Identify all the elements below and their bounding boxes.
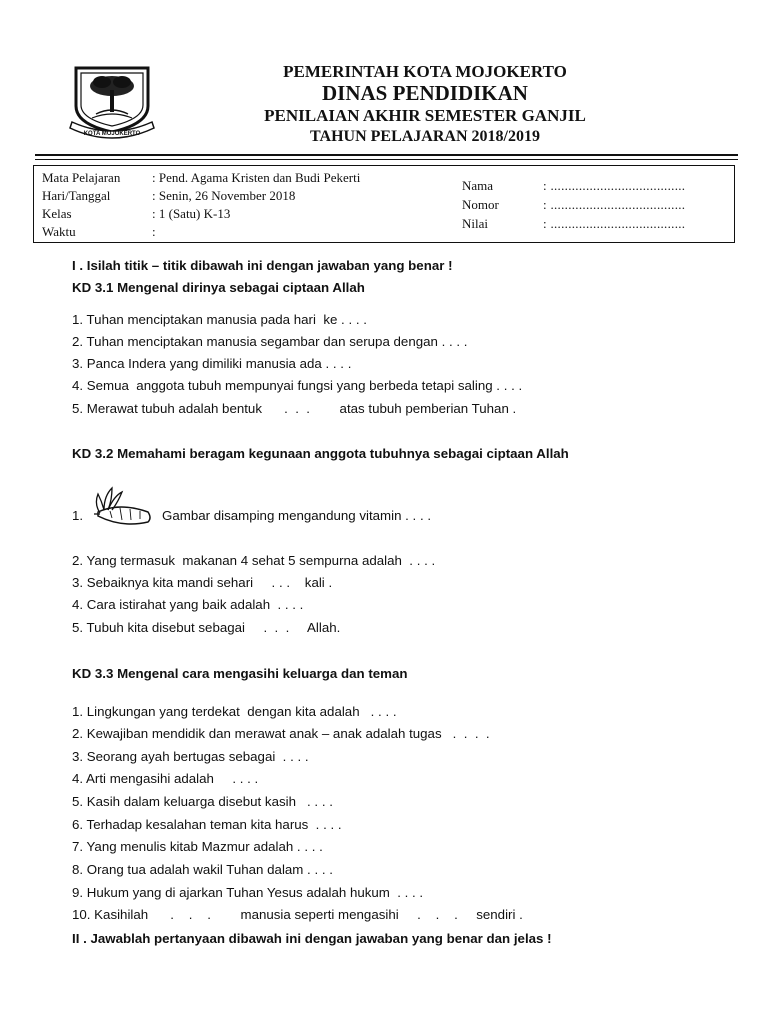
kota-mojokerto-logo <box>66 62 158 140</box>
kd33-question-2: 2. Kewajiban mendidik dan merawat anak – anak adalah tugas . . . . <box>72 726 490 741</box>
header-rule-thick <box>35 154 738 156</box>
kd31-question-1: 1. Tuhan menciptakan manusia pada hari ke . . . . <box>72 312 367 327</box>
header-line-1: PEMERINTAH KOTA MOJOKERTO <box>283 62 567 81</box>
kd-3-2-title: KD 3.2 Memahami beragam kegunaan anggota tubuhnya sebagai ciptaan Allah <box>72 446 569 461</box>
kd32-question-1-text: Gambar disamping mengandung vitamin . . . . <box>162 508 432 523</box>
kd33-question-9: 9. Hukum yang di ajarkan Tuhan Yesus adalah hukum . . . . <box>72 885 424 900</box>
kd-3-3-title: KD 3.3 Mengenal cara mengasihi keluarga dan teman <box>72 666 408 681</box>
kd31-question-5: 5. Merawat tubuh adalah bentuk . . . atas tubuh pemberian Tuhan . <box>72 401 517 416</box>
section-2-heading: II . Jawablah pertanyaan dibawah ini dengan jawaban yang benar dan jelas ! <box>72 931 552 946</box>
header-line-3: PENILAIAN AKHIR SEMESTER GANJIL <box>264 106 586 125</box>
kd33-question-4: 4. Arti mengasihi adalah . . . . <box>72 771 259 786</box>
kd32-question-5: 5. Tubuh kita disebut sebagai . . . Allah. <box>72 620 341 635</box>
kd-3-1-title: KD 3.1 Mengenal dirinya sebagai ciptaan Allah <box>72 280 365 295</box>
carrot-icon <box>90 486 158 532</box>
kd32-question-2: 2. Yang termasuk makanan 4 sehat 5 sempurna adalah . . . . <box>72 553 436 568</box>
kd31-question-2: 2. Tuhan menciptakan manusia segambar dan serupa dengan . . . . <box>72 334 468 349</box>
kd32-question-3: 3. Sebaiknya kita mandi sehari . . . kali . <box>72 575 333 590</box>
header-rule-thin <box>35 159 738 160</box>
kd33-question-6: 6. Terhadap kesalahan teman kita harus . . . . <box>72 817 342 832</box>
exam-info-box: Mata Pelajaran : Pend. Agama Kristen dan Budi Pekerti Hari/Tanggal : Senin, 26 November 2018 Kelas : 1 (Satu) K-13 Waktu : Nama : ...................................... Nomor : ...................................... Nilai : ...................................... <box>33 165 735 243</box>
kd33-question-7: 7. Yang menulis kitab Mazmur adalah . . . . <box>72 839 323 854</box>
section-1-heading: I . Isilah titik – titik dibawah ini dengan jawaban yang benar ! <box>72 258 453 273</box>
kd31-question-3: 3. Panca Indera yang dimiliki manusia ada . . . . <box>72 356 352 371</box>
header-line-4: TAHUN PELAJARAN 2018/2019 <box>310 128 540 145</box>
kd33-question-10: 10. Kasihilah . . . manusia seperti mengasihi . . . sendiri . <box>72 907 523 922</box>
kd31-question-4: 4. Semua anggota tubuh mempunyai fungsi yang berbeda tetapi saling . . . . <box>72 378 523 393</box>
kd33-question-1: 1. Lingkungan yang terdekat dengan kita adalah . . . . <box>72 704 397 719</box>
svg-text:KOTA MOJOKERTO: KOTA MOJOKERTO <box>83 131 141 137</box>
header-line-2: DINAS PENDIDIKAN <box>322 81 528 105</box>
kd32-question-1-number: 1. <box>72 508 84 523</box>
kd33-question-3: 3. Seorang ayah bertugas sebagai . . . . <box>72 749 309 764</box>
kd33-question-8: 8. Orang tua adalah wakil Tuhan dalam . . . . <box>72 862 333 877</box>
kd32-question-4: 4. Cara istirahat yang baik adalah . . . . <box>72 597 304 612</box>
kd33-question-5: 5. Kasih dalam keluarga disebut kasih . . . . <box>72 794 333 809</box>
